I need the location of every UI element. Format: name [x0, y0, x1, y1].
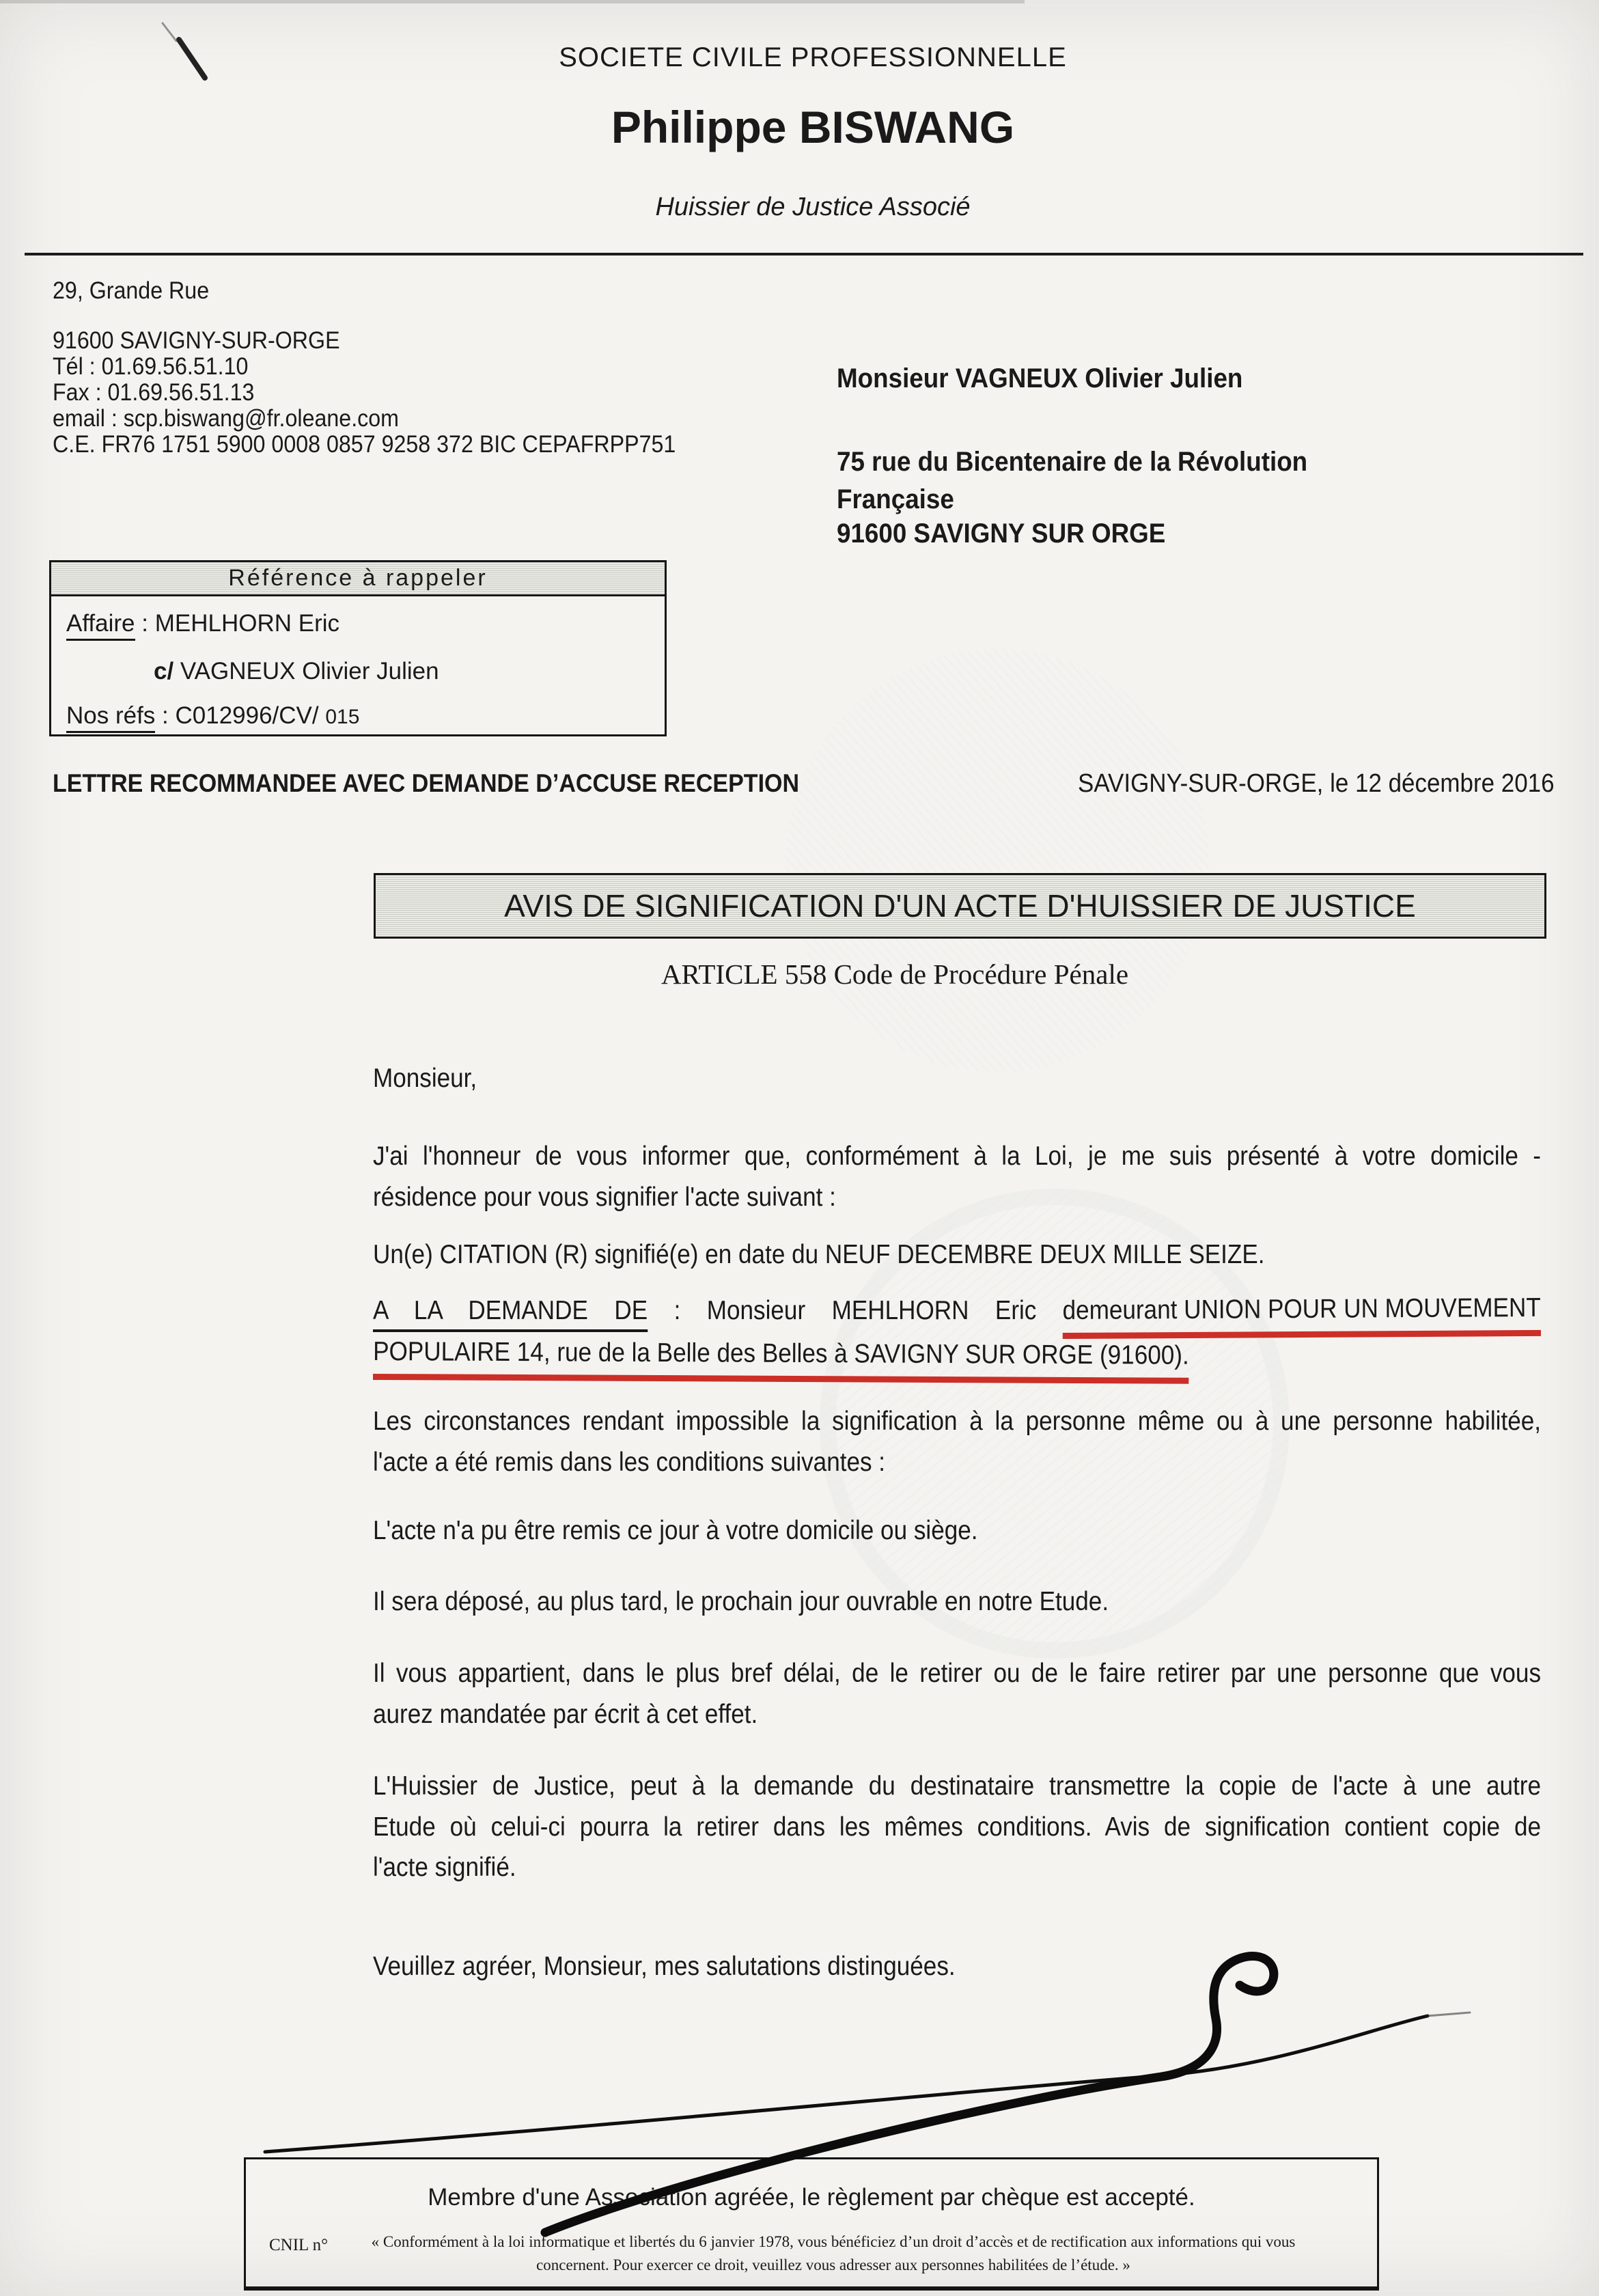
office-email: email : scp.biswang@fr.oleane.com: [53, 405, 399, 432]
office-bank-details: C.E. FR76 1751 5900 0008 0857 9258 372 BIC CEPAFRPP751: [53, 431, 676, 458]
signature-thin-stroke: [265, 2016, 1428, 2152]
cnil-label: CNIL n°: [269, 2236, 329, 2254]
fold-mark-light: [163, 23, 176, 41]
red-underlined-text-1: demeurant UNION POUR UN MOUVEMENT: [1063, 1292, 1541, 1339]
letterhead-name: Philippe BISWANG: [611, 102, 1015, 152]
contre-label: c/: [154, 658, 174, 684]
body-p7-line1: Il vous appartient, dans le plus bref délai, de le retirer ou de le faire retirer par une personne que vous: [373, 1659, 1541, 1688]
body-p1-line1: J'ai l'honneur de vous informer que, conformément à la Loi, je me suis présenté à votre domicile -: [373, 1142, 1541, 1171]
letterhead-society-line: SOCIETE CIVILE PROFESSIONNELLE: [559, 42, 1067, 72]
reference-contre-line: [154, 658, 439, 685]
recipient-address-line2: Française: [837, 484, 954, 514]
signature-thin-tip: [1428, 2013, 1470, 2016]
demande-underlined-lead: A LA DEMANDE DE: [373, 1296, 648, 1332]
notice-title-box: [374, 873, 1546, 939]
reference-box: [49, 560, 667, 736]
letterhead-title: Huissier de Justice Associé: [655, 193, 971, 221]
body-p4-line2: l'acte a été remis dans les conditions suivantes :: [373, 1448, 886, 1477]
body-closing: Veuillez agréer, Monsieur, mes salutations distinguées.: [373, 1952, 956, 1981]
registered-mail-line: LETTRE RECOMMANDEE AVEC DEMANDE D’ACCUSE RECEPTION: [53, 769, 800, 797]
faint-seal-watermark-upper: [785, 649, 1209, 1073]
reference-affaire-line: [66, 610, 339, 637]
notice-title: AVIS DE SIGNIFICATION D'UN ACTE D'HUISSIER DE JUSTICE: [504, 888, 1416, 924]
affaire-value: : MEHLHORN Eric: [135, 610, 339, 637]
body-p5: L'acte n'a pu être remis ce jour à votre domicile ou siège.: [373, 1516, 978, 1545]
contre-value: VAGNEUX Olivier Julien: [173, 658, 439, 684]
body-demande-line2: [373, 1336, 1541, 1380]
body-p4-line1: Les circonstances rendant impossible la signification à la personne même ou à une personne habilitée,: [373, 1407, 1541, 1436]
reference-refs-line: [66, 702, 359, 730]
cnil-notice-line2: concernent. Pour exercer ce droit, veuillez vous adresser aux personnes habilitées de l’étude. »: [536, 2256, 1130, 2273]
office-city: 91600 SAVIGNY-SUR-ORGE: [53, 327, 340, 354]
letterhead-divider: [25, 253, 1583, 255]
office-street: 29, Grande Rue: [53, 277, 210, 304]
body-citation-line: Un(e) CITATION (R) signifié(e) en date du NEUF DECEMBRE DEUX MILLE SEIZE.: [373, 1240, 1265, 1269]
red-underlined-text-2: POPULAIRE 14, rue de la Belle des Belles à SAVIGNY SUR ORGE (91600).: [373, 1336, 1189, 1384]
office-phone: Tél : 01.69.56.51.10: [53, 353, 249, 380]
demande-mid: : Monsieur MEHLHORN Eric: [648, 1296, 1063, 1325]
cnil-notice: [328, 2230, 1339, 2277]
scan-edge-smudge: [0, 0, 1025, 3]
recipient-address-line3: 91600 SAVIGNY SUR ORGE: [837, 518, 1166, 549]
body-p8-line2: Etude où celui-ci pourra la retirer dans les mêmes conditions. Avis de signification contient copie de: [373, 1812, 1541, 1842]
recipient-address-line1: 75 rue du Bicentenaire de la Révolution: [837, 447, 1308, 477]
office-fax: Fax : 01.69.56.51.13: [53, 379, 255, 406]
refs-label: Nos réfs: [66, 702, 155, 733]
body-p8-line3: l'acte signifié.: [373, 1853, 516, 1882]
cnil-notice-line1: « Conformément à la loi informatique et libertés du 6 janvier 1978, vous bénéficiez d’un droit d’accès et de rectification aux informations qui vous: [371, 2233, 1296, 2250]
membership-line: Membre d'une Association agréée, le règlement par chèque est accepté.: [428, 2184, 1195, 2211]
body-p7-line2: aurez mandatée par écrit à cet effet.: [373, 1700, 758, 1729]
membership-footer-box: [244, 2157, 1379, 2291]
body-p8-line1: L'Huissier de Justice, peut à la demande du destinataire transmettre la copie de l'acte à une autre: [373, 1771, 1541, 1801]
recipient-name: Monsieur VAGNEUX Olivier Julien: [837, 363, 1243, 393]
refs-suffix: 015: [325, 706, 360, 728]
body-p1-line2: résidence pour vous signifier l'acte suivant :: [373, 1182, 836, 1212]
place-date-line: SAVIGNY-SUR-ORGE, le 12 décembre 2016: [1078, 769, 1555, 798]
affaire-label: Affaire: [66, 610, 135, 641]
body-demande-line1: [373, 1292, 1541, 1339]
body-salutation: Monsieur,: [373, 1064, 477, 1093]
article-reference-line: ARTICLE 558 Code de Procédure Pénale: [661, 958, 1129, 990]
refs-value: : C012996/CV/: [155, 702, 326, 729]
reference-box-title: Référence à rappeler: [51, 562, 665, 596]
body-p6: Il sera déposé, au plus tard, le prochain jour ouvrable en notre Etude.: [373, 1587, 1109, 1616]
